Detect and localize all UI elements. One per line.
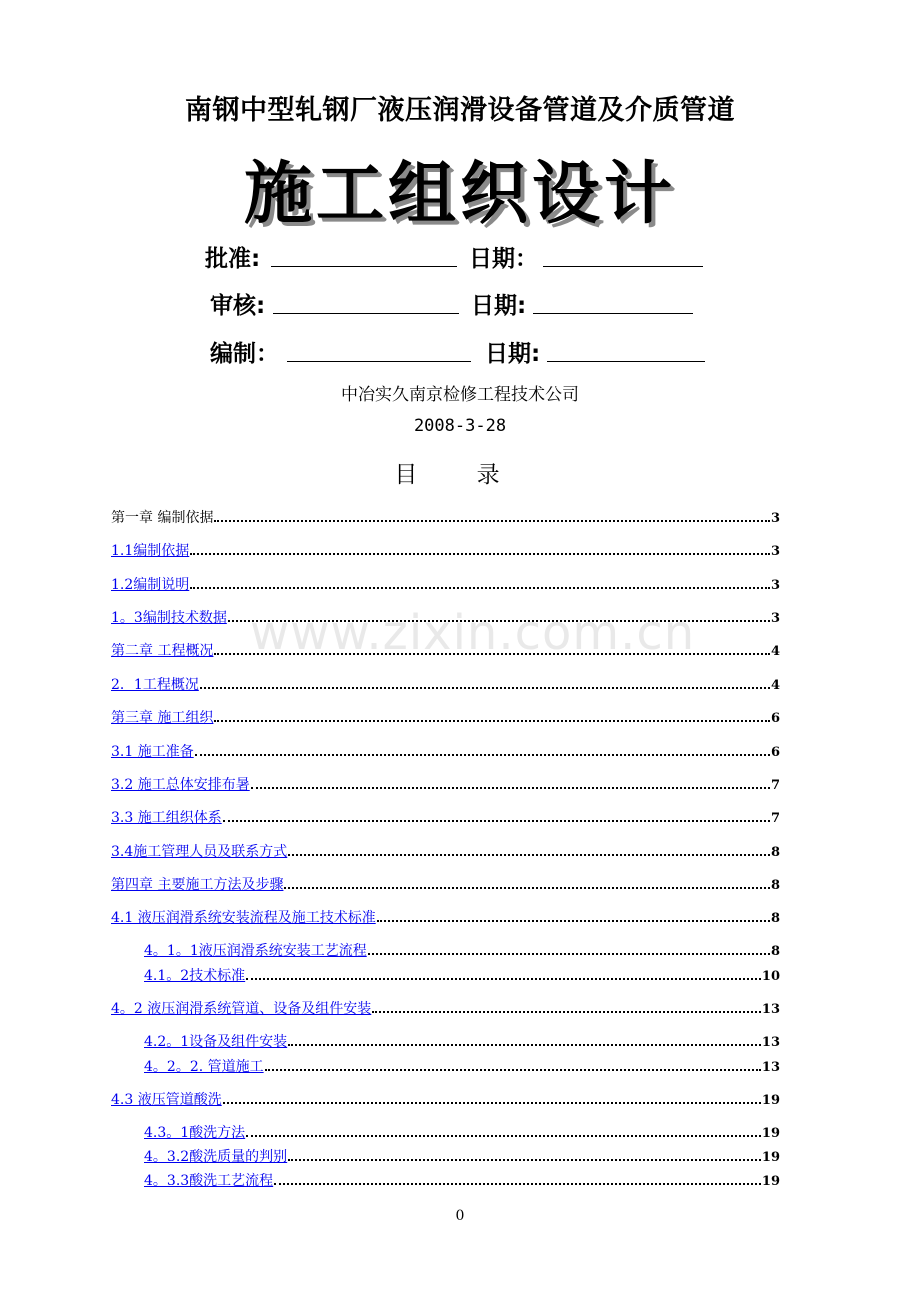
watermark: www.zixin.com.cn — [250, 605, 696, 661]
toc-entry[interactable] — [111, 640, 780, 660]
toc-entry-text: 4。2。2. 管道施工 — [144, 1059, 264, 1075]
signature-row-compile — [205, 335, 725, 369]
compile-signature-line — [287, 335, 471, 362]
toc-entry-page: 13 — [761, 1035, 780, 1050]
toc-entry-page: 6 — [770, 745, 780, 760]
toc-entry[interactable] — [111, 607, 780, 627]
toc-entry-page: 10 — [761, 969, 780, 984]
toc-entry-text: 1。3编制技术数据 — [111, 610, 227, 626]
approve-label: 批准: — [205, 246, 261, 272]
approve-date-line — [543, 240, 703, 267]
toc-entry-page: 3 — [770, 544, 780, 559]
review-date-line — [533, 287, 693, 314]
toc-entry-page: 3 — [770, 578, 780, 593]
toc-entry-text: 1.2编制说明 — [111, 577, 190, 593]
toc-entry[interactable] — [144, 940, 780, 960]
toc-entry-page: 13 — [761, 1002, 780, 1017]
toc-entry-text: 4.2。1设备及组件安装 — [144, 1034, 288, 1050]
document-date: 2008-3-28 — [413, 416, 507, 436]
toc-entry-page: 13 — [761, 1060, 780, 1075]
review-signature-line — [273, 287, 459, 314]
signature-row-review — [205, 287, 725, 321]
toc-entry-text: 3.4施工管理人员及联系方式 — [111, 844, 288, 860]
toc-entry-text: 4.3 液压管道酸洗 — [111, 1092, 222, 1108]
toc-entry[interactable] — [111, 707, 780, 727]
toc-entry-text: 2．1工程概况 — [111, 677, 199, 693]
toc-title: 目 录 — [394, 462, 526, 488]
toc-entry-text: 4。3.3酸洗工艺流程 — [144, 1173, 274, 1189]
toc-entry-page: 6 — [770, 711, 780, 726]
toc-entry[interactable] — [111, 874, 780, 894]
toc-entry-page: 19 — [761, 1126, 780, 1141]
toc-entry-page: 8 — [770, 911, 780, 926]
toc-entry-page: 19 — [761, 1174, 780, 1189]
toc-entry-page: 19 — [761, 1093, 780, 1108]
toc-entry-page: 4 — [770, 678, 780, 693]
toc-entry-page: 8 — [770, 845, 780, 860]
toc-entry[interactable] — [144, 965, 780, 985]
toc-entry-text: 4.3。1酸洗方法 — [144, 1125, 246, 1141]
toc-entry-text: 3.1 施工准备 — [111, 744, 194, 760]
toc-entry-page: 7 — [770, 811, 780, 826]
toc-entry-text: 1.1编制依据 — [111, 543, 190, 559]
toc-entry-page: 4 — [770, 644, 780, 659]
toc-entry[interactable] — [111, 774, 780, 794]
toc-entry[interactable] — [111, 841, 780, 861]
toc-entry-text: 第一章 编制依据 — [111, 510, 214, 526]
toc-entry-text: 4。1。1液压润滑系统安装工艺流程 — [144, 943, 367, 959]
document-title: 施工组织设计 — [243, 154, 676, 234]
toc-entry[interactable] — [144, 1146, 780, 1166]
toc-entry-page: 3 — [770, 511, 780, 526]
toc-entry-text: 3.2 施工总体安排布暑 — [111, 777, 250, 793]
toc-entry-text: 4.1。2技术标准 — [144, 968, 246, 984]
toc-entry-text: 4.1 液压润滑系统安装流程及施工技术标准 — [111, 910, 376, 926]
toc-entry-text: 第二章 工程概况 — [111, 643, 214, 659]
toc-entry-page: 8 — [770, 878, 780, 893]
toc-entry-page: 19 — [761, 1150, 780, 1165]
compile-date-line — [547, 335, 705, 362]
toc-entry[interactable] — [144, 1056, 780, 1076]
toc-entry-text: 第三章 施工组织 — [111, 710, 214, 726]
document-subtitle: 南钢中型轧钢厂液压润滑设备管道及介质管道 — [185, 95, 735, 126]
approve-signature-line — [271, 240, 457, 267]
signature-row-approve — [205, 240, 725, 274]
toc-entry[interactable] — [111, 1089, 780, 1109]
compile-label: 编制： — [210, 341, 279, 367]
toc-entry-text: 4。2 液压润滑系统管道、设备及组件安装 — [111, 1001, 372, 1017]
toc-entry-text: 3.3 施工组织体系 — [111, 810, 222, 826]
toc-entry[interactable] — [111, 998, 780, 1018]
toc-entry-text: 第四章 主要施工方法及步骤 — [111, 877, 284, 893]
toc-entry[interactable] — [111, 574, 780, 594]
toc-entry-page: 8 — [770, 944, 780, 959]
company-name: 中冶实久南京检修工程技术公司 — [341, 385, 579, 405]
toc-entry[interactable] — [111, 507, 780, 527]
toc-entry[interactable] — [111, 741, 780, 761]
toc-entry-text: 4。3.2酸洗质量的判别 — [144, 1149, 288, 1165]
toc-entry[interactable] — [111, 807, 780, 827]
approve-date-label: 日期： — [469, 246, 538, 272]
toc-entry[interactable] — [144, 1122, 780, 1142]
review-label: 审核: — [210, 293, 266, 319]
toc-entry[interactable] — [111, 540, 780, 560]
toc-entry[interactable] — [144, 1031, 780, 1051]
toc-entry-page: 7 — [770, 778, 780, 793]
review-date-label: 日期: — [471, 293, 527, 319]
toc-entry[interactable] — [144, 1170, 780, 1190]
toc-entry[interactable] — [111, 674, 780, 694]
page-number: 0 — [455, 1208, 465, 1224]
toc-entry-page: 3 — [770, 611, 780, 626]
compile-date-label: 日期: — [485, 341, 541, 367]
toc-entry[interactable] — [111, 907, 780, 927]
